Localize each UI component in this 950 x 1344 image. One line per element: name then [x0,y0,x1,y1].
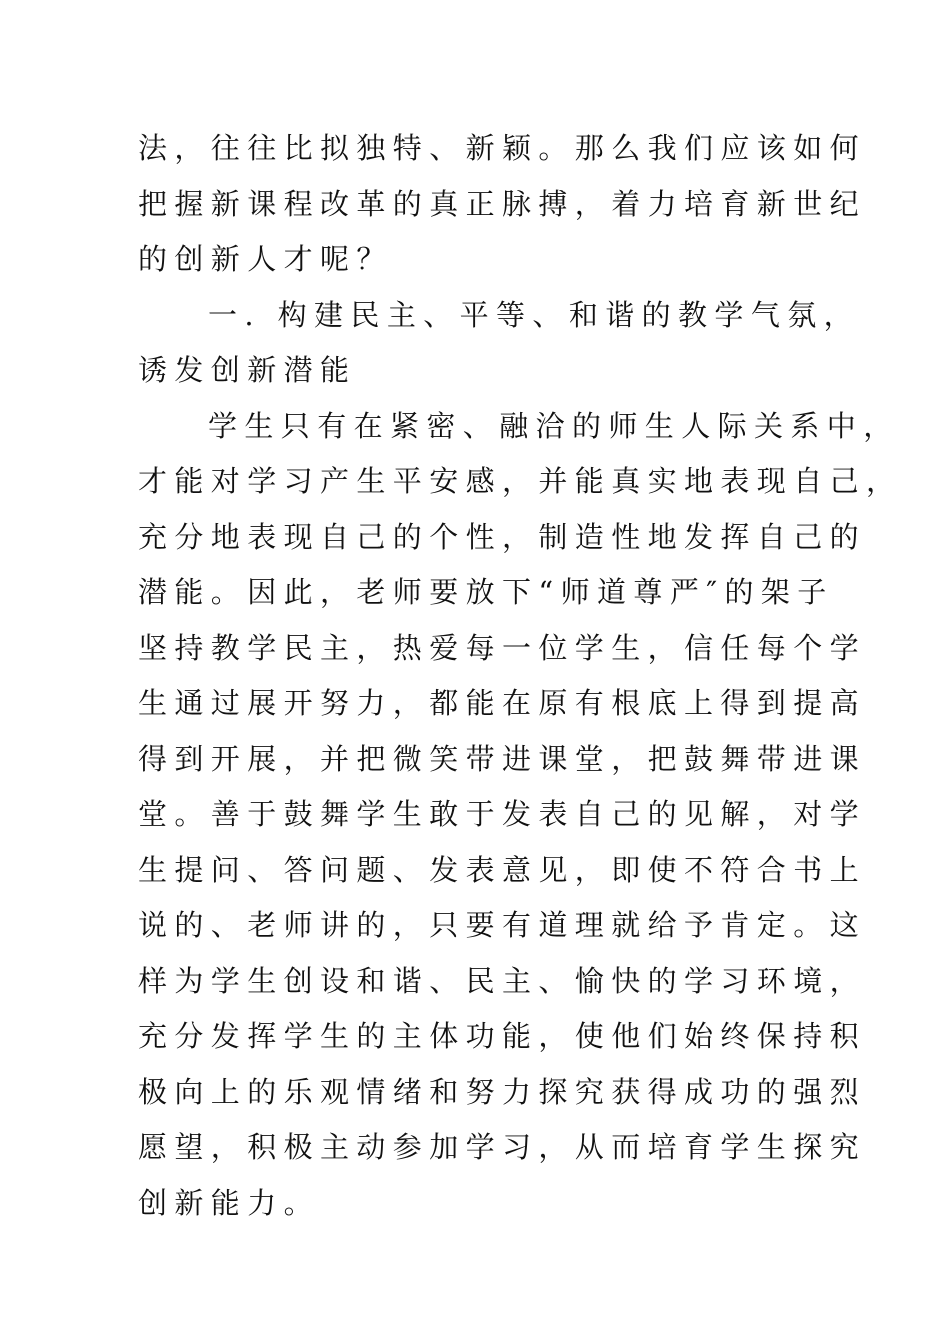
text-line: 生通过展开努力，都能在原有根底上得到提高 [138,686,867,720]
text-line: 说的、老师讲的，只要有道理就给予肯定。这 [138,908,867,942]
text-line: 愿望，积极主动参加学习，从而培育学生探究 [138,1130,867,1164]
text-line: 坚持教学民主，热爱每一位学生，信任每个学 [138,630,867,665]
text-line: 学生只有在紧密、融洽的师生人际关系中， [208,408,900,443]
text-line: 法，往往比拟独特、新颖。那么我们应该如何 [138,131,867,165]
section-heading-line: 诱发创新潜能 [138,353,357,387]
text-line: 极向上的乐观情绪和努力探究获得成功的强烈 [138,1074,867,1109]
text-line: 的创新人才呢？ [138,242,393,276]
text-line: 才能对学习产生平安感，并能真实地表现自己， [138,464,903,498]
text-line: 得到开展，并把微笑带进课堂，把鼓舞带进课 [138,741,867,776]
text-line: 充分发挥学生的主体功能，使他们始终保持积 [138,1019,867,1053]
text-line: 生提问、答问题、发表意见，即使不符合书上 [138,852,867,887]
text-line: 创新能力。 [138,1185,321,1220]
section-heading-line: 一. 构建民主、平等、和谐的教学气氛， [208,297,861,332]
body-text [138,121,903,1231]
text-line: 样为学生创设和谐、民主、愉快的学习环境， [138,963,867,998]
text-line: 潜能。因此，老师要放下“师道尊严″的架子 [138,575,834,609]
text-line: 堂。善于鼓舞学生敢于发表自己的见解，对学 [138,797,867,831]
text-line: 把握新课程改革的真正脉搏，着力培育新世纪 [138,186,867,221]
text-line: 充分地表现自己的个性，制造性地发挥自己的 [138,519,867,554]
